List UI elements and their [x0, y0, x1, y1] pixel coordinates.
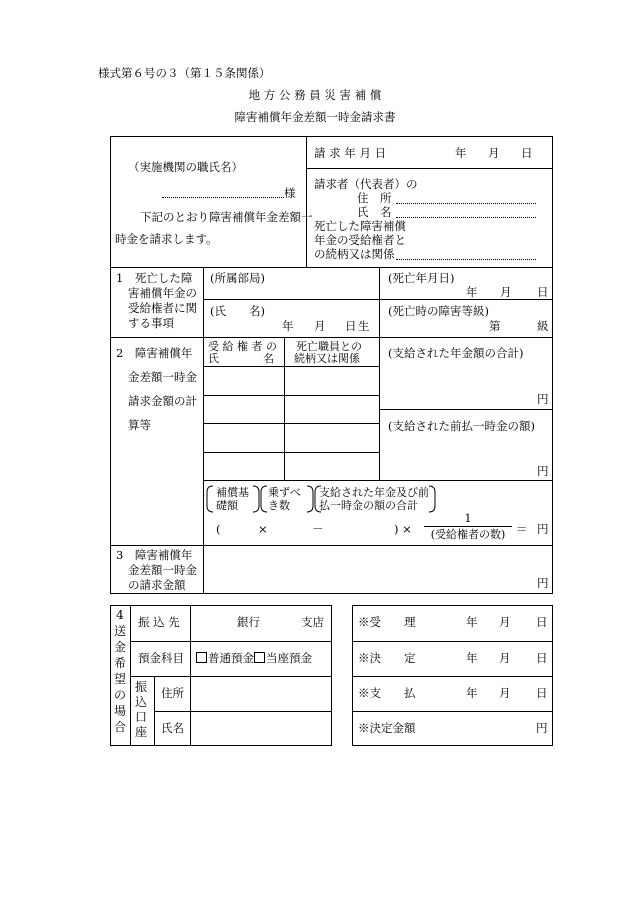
payment-label: ※支 払 — [358, 686, 416, 700]
decision-label: ※決 定 — [358, 651, 416, 665]
grade-label: (死亡時の障害等級) — [388, 304, 489, 318]
remit-bank-label: 銀行 — [237, 615, 260, 629]
decision-day: 日 — [536, 651, 548, 665]
receipt-year: 年 — [466, 615, 478, 629]
sec3-label-2: 金差額一時金 — [128, 563, 197, 577]
decision-month: 月 — [499, 651, 511, 665]
title-line1: 地 方 公 務 員 災 害 補 償 — [248, 88, 382, 102]
bracket-base-amount-2: 礎額 — [216, 499, 238, 512]
receipt-month: 月 — [499, 615, 511, 629]
bracket-base-amount-1: 補償基 — [216, 486, 249, 499]
sec3-label-1: 3 障害補償年 — [116, 548, 193, 562]
formula-open: ( — [216, 522, 221, 536]
decided-amount-yen: 円 — [536, 721, 548, 735]
remit-side-label: 4送金希望の場合 — [113, 608, 126, 734]
grade-kyu: 級 — [537, 319, 549, 333]
account-label: 振込口座 — [134, 680, 147, 739]
account-address-field[interactable] — [191, 677, 331, 711]
sec2-label-4: 算等 — [128, 418, 151, 432]
sec3-label-3: の請求金額 — [128, 578, 186, 592]
account-address-label: 住所 — [161, 686, 184, 700]
formula-close: ) × — [394, 522, 412, 536]
beneficiary-name-header-2: 氏 名 — [208, 352, 274, 365]
account-name-label: 氏名 — [161, 721, 184, 735]
payment-month: 月 — [499, 686, 511, 700]
death-date-month: 月 — [500, 285, 512, 299]
ordinary-checkbox[interactable] — [196, 652, 207, 663]
fraction-denominator: (受給権者の数) — [430, 528, 506, 541]
bracket-paid-total-1: 支給された年金及び前 — [319, 486, 429, 499]
claimant-label: 請求者（代表者）の — [314, 177, 418, 191]
fraction-numerator: 1 — [464, 512, 472, 525]
relation-label-2: 年金の受給権者と — [314, 233, 406, 247]
dept-label: (所属部局) — [210, 271, 265, 285]
sec2-label-1: 2 障害補償年 — [116, 346, 193, 360]
agency-label: （実施機関の職氏名） — [128, 160, 243, 174]
account-name-field[interactable] — [191, 712, 331, 745]
payment-day: 日 — [536, 686, 548, 700]
relation-label-1: 死亡した障害補償 — [314, 219, 406, 233]
form-number: 様式第６号の３（第１５条関係） — [98, 66, 271, 80]
request-text-2: 時金を請求します。 — [115, 232, 218, 246]
claimant-address-label: 住 所 — [357, 191, 392, 205]
sec1-label-3: 受給権者に関 — [128, 301, 197, 315]
annuity-total-label: (支給された年金額の合計) — [388, 346, 524, 360]
relation-label-3: の続柄又は関係 — [314, 247, 395, 261]
formula-times: × — [258, 522, 268, 536]
request-date-label: 請 求 年 月 日 — [314, 146, 387, 160]
relation-line[interactable] — [396, 259, 536, 260]
beneficiary-row[interactable] — [204, 396, 379, 422]
bracket-multiplier-1: 乗ずべ — [268, 486, 301, 499]
annuity-total-yen: 円 — [537, 392, 549, 406]
request-date-year: 年 — [455, 146, 467, 160]
receipt-label: ※受 理 — [358, 615, 416, 629]
claim-amount-yen: 円 — [537, 576, 549, 590]
bracket-multiplier-2: き数 — [268, 499, 290, 512]
sama-label: 様 — [284, 186, 296, 200]
formula-minus: － — [312, 522, 324, 536]
birth-suffix: 生 — [358, 319, 370, 333]
claimant-name-label: 氏 名 — [357, 205, 392, 219]
account-type-options — [196, 651, 312, 665]
ordinary-label: 普通預金 — [208, 651, 254, 665]
decision-year: 年 — [466, 651, 478, 665]
relation-header-1: 死亡職員との — [296, 340, 362, 353]
sec1-label-1: 1 死亡した障 — [116, 271, 193, 285]
beneficiary-row[interactable] — [204, 453, 379, 479]
sec1-label-2: 害補償年金の — [128, 286, 197, 300]
claimant-name-line[interactable] — [396, 217, 536, 218]
fraction-bar — [424, 526, 512, 527]
grade-dai: 第 — [489, 319, 501, 333]
claimant-address-line[interactable] — [396, 203, 536, 204]
bracket-paid-total-2: 払一時金の額の合計 — [319, 499, 418, 512]
request-date-day: 日 — [521, 146, 533, 160]
remit-branch-label: 支店 — [301, 615, 324, 629]
formula-equals: ＝ — [516, 522, 528, 536]
claim-amount-field[interactable] — [204, 546, 552, 593]
birth-month: 月 — [314, 319, 326, 333]
advance-total-label: (支給された前払一時金の額) — [388, 419, 535, 433]
decided-amount-label: ※決定金額 — [358, 721, 416, 735]
remit-dest-label: 振 込 先 — [138, 615, 180, 629]
sec2-label-3: 請求金額の計 — [128, 394, 197, 408]
request-text-1: 下記のとおり障害補償年金差額一 — [140, 210, 313, 224]
account-type-label: 預金科目 — [138, 651, 184, 665]
current-checkbox[interactable] — [254, 652, 265, 663]
formula-yen: 円 — [537, 522, 549, 536]
beneficiary-row[interactable] — [204, 367, 379, 394]
beneficiary-name-header-1: 受 給 権 者 の — [208, 340, 277, 353]
death-date-label: (死亡年月日) — [388, 271, 455, 285]
beneficiary-row[interactable] — [204, 424, 379, 451]
sec2-label-2: 金差額一時金 — [128, 370, 197, 384]
advance-total-yen: 円 — [537, 464, 549, 478]
death-date-day: 日 — [537, 285, 549, 299]
payment-year: 年 — [466, 686, 478, 700]
current-label: 当座預金 — [266, 651, 312, 665]
birth-year: 年 — [282, 319, 294, 333]
sec1-label-4: する事項 — [128, 316, 174, 330]
birth-day: 日 — [345, 319, 357, 333]
relation-header-2: 続柄又は関係 — [294, 352, 360, 365]
agency-name-line[interactable] — [162, 197, 284, 198]
request-date-month: 月 — [488, 146, 500, 160]
title-line2: 障害補償年金差額一時金請求書 — [234, 110, 396, 124]
death-date-year: 年 — [466, 285, 478, 299]
deceased-name-label: (氏 名) — [210, 304, 265, 318]
receipt-day: 日 — [536, 615, 548, 629]
